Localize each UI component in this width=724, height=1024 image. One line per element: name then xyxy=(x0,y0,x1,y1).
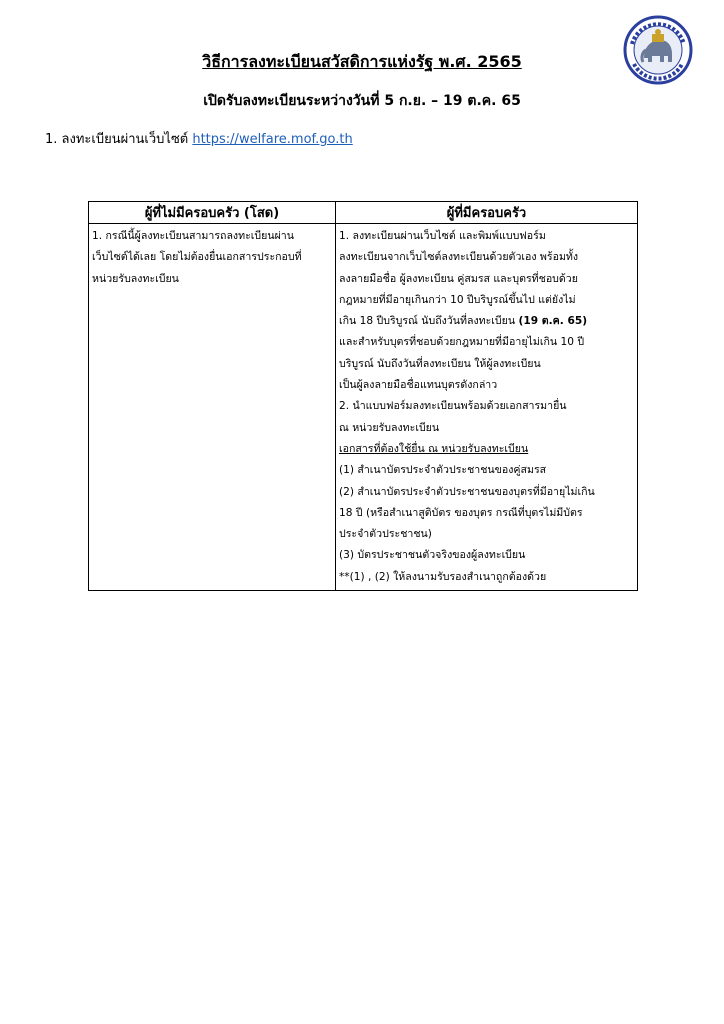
single-cell xyxy=(89,224,336,591)
page-title: วิธีการลงทะเบียนสวัสดิการแห่งรัฐ พ.ศ. 2565 xyxy=(202,52,522,71)
cell-line: 18 ปี (หรือสำเนาสูติบัตร ของบุตร กรณีที่บุตรไม่มีบัตร xyxy=(339,506,583,519)
district-seal-logo xyxy=(622,14,694,86)
cell-line: ลงทะเบียนจากเว็บไซต์ลงทะเบียนด้วยตัวเอง พร้อมทั้ง xyxy=(339,251,579,264)
cell-line-age xyxy=(339,311,634,332)
cell-line: 1. กรณีนี้ผู้ลงทะเบียนสามารถลงทะเบียนผ่าน xyxy=(92,230,294,242)
table-row xyxy=(89,224,638,591)
documents-heading: เอกสารที่ต้องใช้ยื่น ณ หน่วยรับลงทะเบียน xyxy=(339,442,529,455)
cell-line: เว็บไซต์ได้เลย โดยไม่ต้องยื่นเอกสารประกอบที่ xyxy=(92,251,302,264)
cell-line: (1) สำเนาบัตรประจำตัวประชาชนของคู่สมรส xyxy=(339,464,547,477)
cell-line: (2) สำเนาบัตรประจำตัวประชาชนของบุตรที่มีอายุไม่เกิน xyxy=(339,485,595,498)
cell-line: 2. นำแบบฟอร์มลงทะเบียนพร้อมด้วยเอกสารมายื่น xyxy=(339,400,567,413)
table-header-row xyxy=(89,202,638,224)
cell-line: **(1) , (2) ให้ลงนามรับรองสำเนาถูกต้องด้วย xyxy=(339,570,547,583)
family-cell xyxy=(336,224,638,591)
age-text: เกิน 18 ปีบริบูรณ์ นับถึงวันที่ลงทะเบียน xyxy=(339,315,516,328)
welfare-website-link[interactable]: https://welfare.mof.go.th xyxy=(192,132,353,147)
step1-line xyxy=(45,128,353,149)
header-family: ผู้ที่มีครอบครัว xyxy=(336,202,638,224)
cell-line: เป็นผู้ลงลายมือชื่อแทนบุตรดังกล่าว xyxy=(339,379,498,392)
header-single: ผู้ที่ไม่มีครอบครัว (โสด) xyxy=(89,202,336,224)
cell-line: กฎหมายที่มีอายุเกินกว่า 10 ปีบริบูรณ์ขึ้นไป แต่ยังไม่ xyxy=(339,293,576,306)
registration-table xyxy=(88,201,638,591)
deadline-date: (19 ต.ค. 65) xyxy=(518,315,588,328)
cell-line: และสำหรับบุตรที่ชอบด้วยกฎหมายที่มีอายุไม่เกิน 10 ปี xyxy=(339,336,585,349)
cell-line: หน่วยรับลงทะเบียน xyxy=(92,272,179,285)
cell-line: 1. ลงทะเบียนผ่านเว็บไซต์ และพิมพ์แบบฟอร์ม xyxy=(339,230,546,242)
cell-line: ณ หน่วยรับลงทะเบียน xyxy=(339,421,440,434)
step1-text: 1. ลงทะเบียนผ่านเว็บไซต์ xyxy=(45,132,189,147)
cell-line: ลงลายมือชื่อ ผู้ลงทะเบียน คู่สมรส และบุตรที่ชอบด้วย xyxy=(339,272,578,285)
cell-line: บริบูรณ์ นับถึงวันที่ลงทะเบียน ให้ผู้ลงทะเบียน xyxy=(339,357,541,370)
cell-line: ประจำตัวประชาชน) xyxy=(339,528,432,541)
cell-line: (3) บัตรประชาชนตัวจริงของผู้ลงทะเบียน xyxy=(339,549,526,562)
page-subtitle: เปิดรับลงทะเบียนระหว่างวันที่ 5 ก.ย. – 19 ต.ค. 65 xyxy=(203,93,521,109)
